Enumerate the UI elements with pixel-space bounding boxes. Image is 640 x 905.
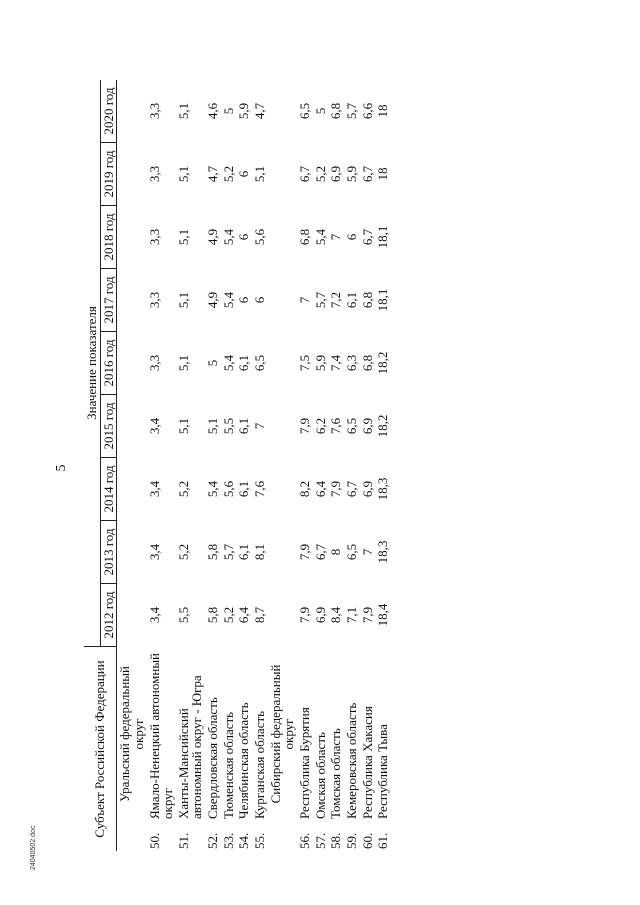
- value-cell: 3,3: [146, 354, 162, 372]
- value-cell: 6,7: [359, 228, 375, 246]
- indicator-table: [84, 80, 391, 851]
- subject-name: Ямало-Ненецкий автономный округ: [146, 652, 176, 819]
- value-cell: 6,5: [252, 354, 268, 372]
- table-body: [117, 80, 391, 851]
- value-cell: 5,9: [312, 354, 328, 372]
- value-cell: 5: [312, 107, 328, 115]
- year-header-cell: 2018 год: [100, 206, 117, 269]
- value-cell: 4,6: [205, 102, 221, 120]
- subject-name: Ханты-Мансийский автономный округ - Югра: [175, 675, 205, 819]
- year-header-cell: 2017 год: [100, 269, 117, 332]
- value-cell: 7,9: [296, 606, 312, 624]
- indicator-value-header: Значение показателя: [84, 80, 100, 647]
- value-cell: 3,3: [146, 165, 162, 183]
- value-cell: 7,1: [343, 606, 359, 624]
- value-cell: [117, 206, 147, 269]
- row-number: 53.: [220, 832, 236, 849]
- value-cell: 18: [375, 167, 391, 181]
- value-cell: 6,3: [343, 354, 359, 372]
- value-cell: 5,9: [236, 102, 252, 120]
- value-cell: 5,4: [312, 228, 328, 246]
- value-cell: 6,9: [312, 606, 328, 624]
- value-cell: 7: [252, 422, 268, 430]
- subject-name: Курганская область: [252, 710, 268, 819]
- value-cell: 6: [343, 233, 359, 241]
- value-cell: 7,2: [328, 291, 344, 309]
- value-cell: 6,1: [236, 480, 252, 498]
- value-cell: 6,2: [312, 417, 328, 435]
- value-cell: [268, 206, 297, 269]
- value-cell: 8,2: [296, 480, 312, 498]
- row-number: 61.: [375, 832, 391, 849]
- subject-name: Омская область: [312, 732, 328, 819]
- value-cell: 6,9: [359, 417, 375, 435]
- table-row: [236, 80, 252, 851]
- value-cell: 5,1: [175, 417, 191, 435]
- value-cell: 5,7: [312, 291, 328, 309]
- value-cell: 5,2: [175, 543, 191, 561]
- value-cell: 3,4: [146, 606, 162, 624]
- value-cell: 5,6: [252, 228, 268, 246]
- value-cell: 6,1: [236, 543, 252, 561]
- value-cell: 7,9: [296, 417, 312, 435]
- value-cell: 3,3: [146, 102, 162, 120]
- value-cell: 5,4: [220, 291, 236, 309]
- value-cell: 4,9: [205, 291, 221, 309]
- value-cell: 18,4: [375, 603, 391, 627]
- value-cell: 5,2: [312, 165, 328, 183]
- value-cell: 5,1: [175, 354, 191, 372]
- subject-name: Республика Тыва: [375, 724, 391, 819]
- table-row: [375, 80, 391, 851]
- value-cell: 5,7: [343, 102, 359, 120]
- value-cell: 5,1: [175, 102, 191, 120]
- value-cell: 7,4: [328, 354, 344, 372]
- year-header-cell: 2016 год: [100, 332, 117, 395]
- value-cell: [268, 395, 297, 458]
- value-cell: 6,1: [343, 291, 359, 309]
- value-cell: 18,3: [375, 540, 391, 564]
- value-cell: 5,2: [175, 480, 191, 498]
- table-row: [221, 80, 237, 851]
- subject-name: Челябинская область: [236, 702, 252, 819]
- value-cell: 7,9: [328, 480, 344, 498]
- value-cell: 5,7: [220, 543, 236, 561]
- subject-name: Кемеровская область: [343, 702, 359, 819]
- value-cell: 4,7: [252, 102, 268, 120]
- value-cell: 5,1: [175, 291, 191, 309]
- value-cell: 6,4: [236, 606, 252, 624]
- table-row: [328, 80, 344, 851]
- federal-district-name: Сибирский федеральный округ: [267, 664, 297, 804]
- value-cell: 3,4: [146, 543, 162, 561]
- value-cell: 5,1: [252, 165, 268, 183]
- year-header-cell: 2012 год: [100, 584, 117, 647]
- year-header-cell: 2015 год: [100, 395, 117, 458]
- value-cell: 5,4: [220, 354, 236, 372]
- value-cell: 8,4: [328, 606, 344, 624]
- value-cell: 7,9: [296, 543, 312, 561]
- value-cell: 5,6: [220, 480, 236, 498]
- value-cell: 7: [328, 233, 344, 241]
- value-cell: 7,5: [296, 354, 312, 372]
- value-cell: 18,2: [375, 414, 391, 438]
- value-cell: 6: [236, 233, 252, 241]
- value-cell: 5,4: [220, 228, 236, 246]
- value-cell: 8,7: [252, 606, 268, 624]
- value-cell: 5,8: [205, 543, 221, 561]
- value-cell: [117, 269, 147, 332]
- value-cell: 6,8: [359, 291, 375, 309]
- value-cell: 6,8: [328, 102, 344, 120]
- value-cell: 6,8: [296, 228, 312, 246]
- row-number: 54.: [236, 832, 252, 849]
- row-number: 59.: [343, 832, 359, 849]
- value-cell: 5,9: [343, 165, 359, 183]
- table-row: [147, 80, 176, 851]
- table-row: [205, 80, 221, 851]
- table-row: [176, 80, 205, 851]
- value-cell: [268, 584, 297, 647]
- value-cell: 6,4: [312, 480, 328, 498]
- value-cell: 3,4: [146, 417, 162, 435]
- value-cell: 5: [205, 359, 221, 367]
- year-header-cell: 2013 год: [100, 521, 117, 584]
- value-cell: 7: [359, 548, 375, 556]
- row-number: 52.: [205, 832, 221, 849]
- subject-name: Свердловская область: [205, 697, 221, 819]
- subject-name: Тюменская область: [220, 711, 236, 819]
- value-cell: 5,8: [205, 606, 221, 624]
- year-header-cell: 2019 год: [100, 143, 117, 206]
- row-number: [268, 821, 297, 851]
- value-cell: 5,5: [175, 606, 191, 624]
- table-row: [297, 80, 313, 851]
- table-row: [313, 80, 329, 851]
- value-cell: 6,7: [343, 480, 359, 498]
- federal-district-name: Уральский федеральный округ: [117, 666, 146, 802]
- value-cell: 6,8: [359, 354, 375, 372]
- value-cell: [117, 458, 147, 521]
- value-cell: [117, 332, 147, 395]
- value-cell: [117, 584, 147, 647]
- value-cell: 8: [328, 548, 344, 556]
- page-number: 5: [54, 464, 69, 472]
- value-cell: 5,4: [205, 480, 221, 498]
- value-cell: 8,1: [252, 543, 268, 561]
- value-cell: 5: [220, 107, 236, 115]
- value-cell: 6: [236, 296, 252, 304]
- value-cell: 6,1: [236, 354, 252, 372]
- value-cell: 6,7: [359, 165, 375, 183]
- value-cell: 3,4: [146, 480, 162, 498]
- row-number: [117, 821, 147, 851]
- value-cell: [268, 269, 297, 332]
- subject-name: Республика Хакасия: [359, 706, 375, 819]
- value-cell: 18: [375, 104, 391, 118]
- value-cell: 6,5: [343, 417, 359, 435]
- value-cell: [268, 332, 297, 395]
- group-row: [268, 80, 297, 851]
- value-cell: 6: [252, 296, 268, 304]
- value-cell: 3,3: [146, 228, 162, 246]
- value-cell: 4,9: [205, 228, 221, 246]
- value-cell: 6,5: [296, 102, 312, 120]
- year-header-cell: 2020 год: [100, 80, 117, 143]
- value-cell: 5,1: [205, 417, 221, 435]
- value-cell: 18,2: [375, 351, 391, 375]
- value-cell: [117, 521, 147, 584]
- value-cell: 18,1: [375, 225, 391, 249]
- value-cell: 5,2: [220, 165, 236, 183]
- value-cell: 6,1: [236, 417, 252, 435]
- row-number: 60.: [359, 832, 375, 849]
- value-cell: 3,3: [146, 291, 162, 309]
- value-cell: 6: [236, 170, 252, 178]
- value-cell: 5,2: [220, 606, 236, 624]
- value-cell: 4,7: [205, 165, 221, 183]
- value-cell: 18,3: [375, 477, 391, 501]
- value-cell: 5,1: [175, 165, 191, 183]
- row-number: 56.: [296, 832, 312, 849]
- row-number: 51.: [175, 832, 191, 849]
- value-cell: 5,1: [175, 228, 191, 246]
- footer-doc-code: 24040502.doc: [30, 825, 37, 870]
- row-number: 57.: [312, 832, 328, 849]
- value-cell: 6,9: [328, 165, 344, 183]
- value-cell: 18,1: [375, 288, 391, 312]
- subject-column-header: Субъект Российской Федерации: [84, 647, 117, 852]
- value-cell: 6,7: [296, 165, 312, 183]
- value-cell: 5,5: [220, 417, 236, 435]
- row-number: 58.: [328, 832, 344, 849]
- rotated-table-sheet: [84, 61, 391, 851]
- value-cell: 7,9: [359, 606, 375, 624]
- table-row: [360, 80, 376, 851]
- value-cell: 7,6: [252, 480, 268, 498]
- value-cell: 6,6: [359, 102, 375, 120]
- value-cell: 7,6: [328, 417, 344, 435]
- value-cell: [268, 80, 297, 143]
- year-header-cell: 2014 год: [100, 458, 117, 521]
- value-cell: [117, 143, 147, 206]
- value-cell: [268, 521, 297, 584]
- value-cell: 7: [296, 296, 312, 304]
- value-cell: [117, 80, 147, 143]
- value-cell: [268, 143, 297, 206]
- subject-name: Томская область: [328, 728, 344, 819]
- value-cell: 6,9: [359, 480, 375, 498]
- group-row: [117, 80, 147, 851]
- subject-name: Республика Бурятия: [296, 707, 312, 819]
- table-row: [344, 80, 360, 851]
- value-cell: 6,5: [343, 543, 359, 561]
- value-cell: [117, 395, 147, 458]
- value-cell: [268, 458, 297, 521]
- value-cell: 6,7: [312, 543, 328, 561]
- row-number: 55.: [252, 832, 268, 849]
- table-row: [252, 80, 268, 851]
- row-number: 50.: [146, 832, 162, 849]
